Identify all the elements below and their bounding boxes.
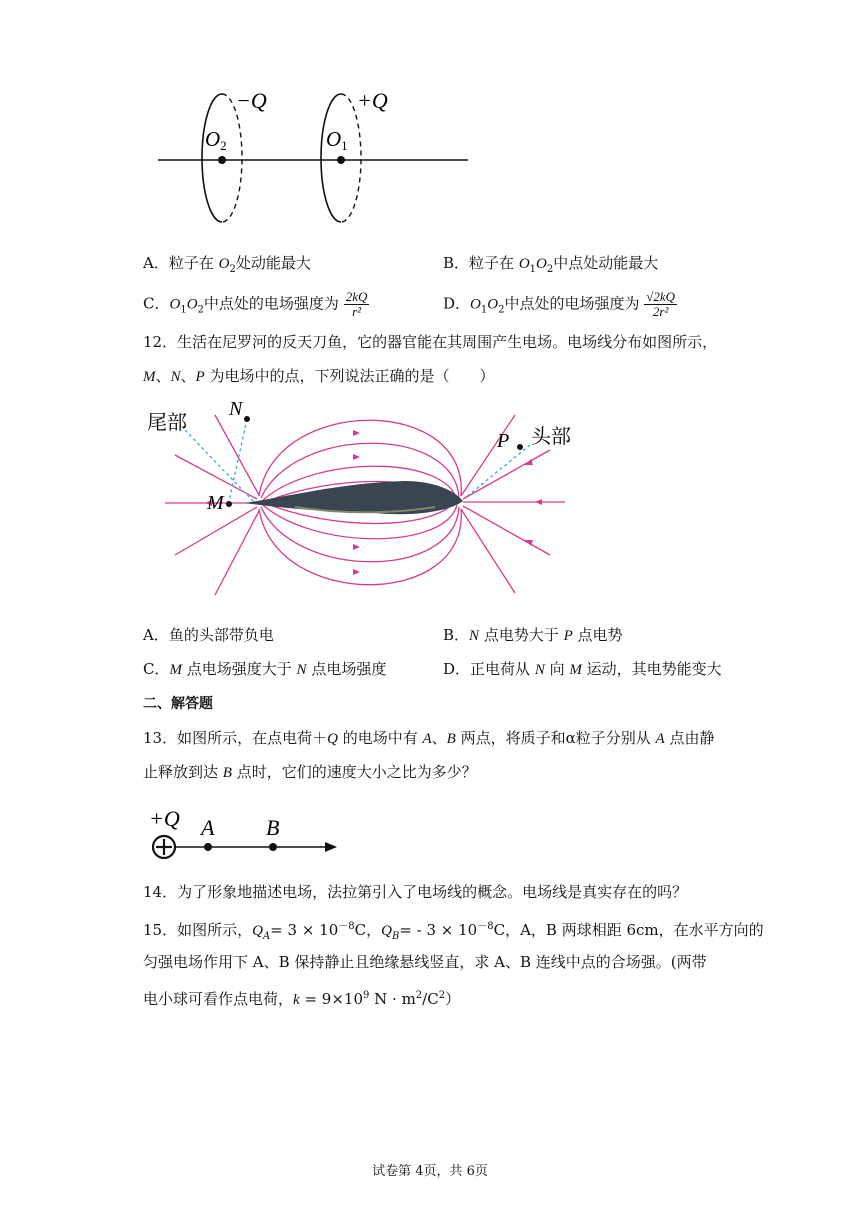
n-label: N bbox=[229, 398, 243, 420]
q11-option-b: B．粒子在 $O_1O_2$中点处动能最大 bbox=[443, 254, 659, 275]
q13-stem-line1: 13．如图所示，在点电荷＋Q 的电场中有 A、B 两点，将质子和α粒子分别从 A 点由静 bbox=[143, 729, 715, 747]
point-m bbox=[226, 501, 232, 507]
q12-stem-line1: 12．生活在尼罗河的反天刀鱼，它的器官能在其周围产生电场。电场线分布如图所示， bbox=[143, 333, 718, 351]
fraction-2kq-r2: $\frac{2kQ}{\text{r²}}$ bbox=[345, 289, 368, 319]
arrow-1 bbox=[353, 454, 360, 460]
field-line-head-lr bbox=[463, 506, 550, 555]
field-line-tail-ll bbox=[175, 507, 257, 555]
arrow-4 bbox=[353, 569, 360, 575]
q12-stem-line2: M、N、P 为电场中的点，下列说法正确的是（ ） bbox=[143, 367, 495, 385]
field-line-head-up bbox=[461, 415, 515, 496]
arrow-3 bbox=[353, 544, 360, 550]
point-n bbox=[244, 416, 250, 422]
b-label: B bbox=[266, 815, 280, 840]
tail-label: 尾部 bbox=[147, 412, 187, 434]
q13-stem-line2: 止释放到达 B 点时，它们的速度大小之比为多少？ bbox=[143, 763, 477, 781]
neg-q-label: −Q bbox=[236, 88, 267, 113]
q12-option-c: C．M 点电场强度大于 N 点电场强度 bbox=[143, 660, 387, 678]
field-line-tail-up bbox=[215, 415, 259, 495]
q11-option-c: C．$O_1O_2$中点处的电场强度为 $\frac{2kQ}{\text{r²}}$ bbox=[143, 289, 368, 319]
q11-option-a: A．粒子在 $O_2$处动能最大 bbox=[143, 254, 311, 275]
q12-option-a: A．鱼的头部带负电 bbox=[143, 626, 274, 644]
plus-q-label: +Q bbox=[149, 806, 180, 831]
arrow-6 bbox=[535, 499, 542, 505]
page-footer: 试卷第 4页，共 6页 bbox=[372, 1164, 488, 1179]
o1-label: O1 bbox=[326, 127, 348, 153]
field-line-bottom-3 bbox=[259, 509, 461, 585]
point-o1 bbox=[337, 156, 345, 164]
q11-option-d: D．$O_1O_2$中点处的电场强度为 $\frac{√2kQ}{\text{2r²}}$ bbox=[443, 289, 676, 319]
section-heading: 二、解答题 bbox=[143, 696, 213, 712]
point-a bbox=[204, 843, 212, 851]
q15-stem-line2: 匀强电场作用下 A、B 保持静止且绝缘悬线竖直，求 A、B 连线中点的合场强。(两带 bbox=[143, 953, 707, 971]
q15-stem-line3: 电小球可看作点电荷，$k = 9\times 10^9$ $N \cdot m^2/C^2$） bbox=[143, 990, 461, 1008]
point-charge-figure bbox=[145, 800, 345, 865]
two-rings-figure bbox=[150, 80, 480, 230]
fish-body bbox=[245, 481, 463, 514]
q12-option-d: D．正电荷从 N 向 M 运动，其电势能变大 bbox=[443, 660, 722, 678]
q12-option-b: B．N 点电势大于 P 点电势 bbox=[443, 626, 623, 644]
field-line-tail-down bbox=[215, 511, 259, 595]
p-label: P bbox=[497, 430, 510, 452]
pos-q-label: +Q bbox=[357, 88, 388, 113]
point-p bbox=[517, 444, 523, 450]
field-line-bottom-2 bbox=[261, 507, 459, 562]
head-label: 头部 bbox=[531, 426, 571, 448]
q15-stem-line1: 15．如图所示，$Q_A= 3 \times 10^{-8}C$，$Q_B= - 3 \times 10^{-8}C$，A，B 两球相距 6cm，在水平方向的 bbox=[143, 921, 764, 942]
field-line-head-down bbox=[461, 509, 515, 593]
q14-stem: 14．为了形象地描述电场，法拉第引入了电场线的概念。电场线是真实存在的吗？ bbox=[143, 883, 688, 901]
axis-arrowhead bbox=[325, 842, 337, 852]
head-leader bbox=[465, 445, 530, 498]
fish-field-figure bbox=[145, 395, 585, 615]
point-b bbox=[269, 843, 277, 851]
o2-label: O2 bbox=[205, 127, 227, 153]
fraction-root2kq-2r2: $\frac{√2kQ}{\text{2r²}}$ bbox=[646, 289, 676, 319]
point-o2 bbox=[218, 156, 226, 164]
a-label: A bbox=[201, 815, 215, 840]
m-label: M bbox=[207, 492, 224, 514]
arrow-2 bbox=[353, 430, 360, 436]
